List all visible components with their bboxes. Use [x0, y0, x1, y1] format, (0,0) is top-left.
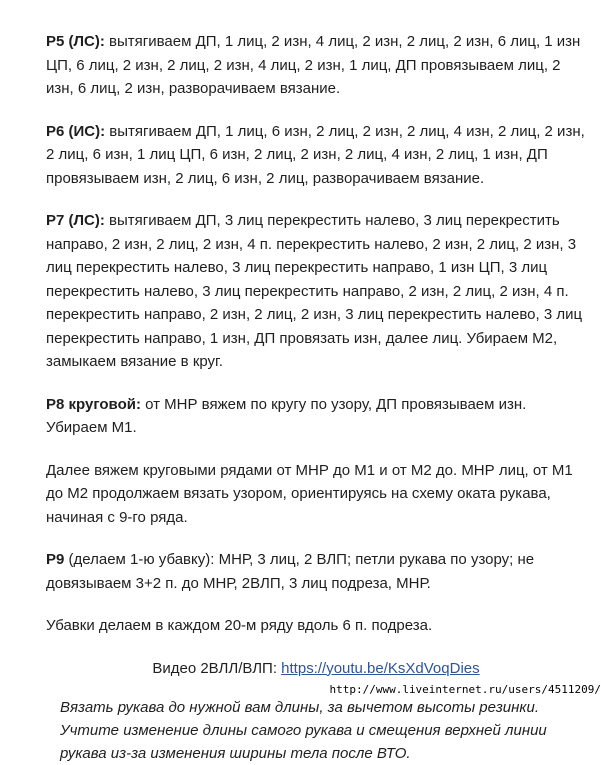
video-label: Видео 2ВЛЛ/ВЛП:: [152, 659, 282, 677]
row-9-text: (делаем 1-ю убавку): МНР, 3 лиц, 2 ВЛП; петли рукава по узору; не довязываем 3+2 п. до МНР, 2ВЛП, 3 лиц подреза, МНР.: [46, 551, 535, 592]
video-link[interactable]: https://youtu.be/KsXdVoqDies: [281, 659, 480, 677]
decrease-paragraph: Убавки делаем в каждом 20-м ряду вдоль 6 п. подреза.: [46, 617, 433, 634]
row-9-paragraph: [46, 548, 586, 595]
note-line-1: Вязать рукава до нужной вам длины, за вычетом высоты резинки.: [60, 699, 539, 716]
row-6-label: Р6 (ИС):: [46, 122, 106, 140]
note-block: [60, 696, 580, 765]
circular-rows-paragraph: Далее вяжем круговыми рядами от МНР до М1 и от М2 до. МНР лиц, от М1 до М2 продолжаем вязать узором, ориентируясь на схему оката рукава, начиная с 9-го ряда.: [46, 461, 573, 526]
row-6-text: вытягиваем ДП, 1 лиц, 6 изн, 2 лиц, 2 изн, 2 лиц, 4 изн, 2 лиц, 2 изн, 2 лиц, 6 изн, 1 лиц ЦП, 6 изн, 2 лиц, 2 изн, 2 лиц, 4 изн, 2 лиц, 1 изн, ДП провязываем изн, 2 лиц, 6 изн, 2 лиц, разворачиваем вязание.: [46, 122, 585, 187]
row-8-paragraph: [46, 393, 586, 440]
row-5-text: вытягиваем ДП, 1 лиц, 2 изн, 4 лиц, 2 изн, 2 лиц, 2 изн, 6 лиц, 1 изн ЦП, 6 лиц, 2 изн, 2 лиц, 2 изн, 4 лиц, 2 изн, 1 лиц, ДП провязываем лиц, 2 изн, 6 лиц, 2 изн, разворачиваем вязание.: [46, 33, 581, 97]
row-8-text: от МНР вяжем по кругу по узору, ДП провязываем изн. Убираем М1.: [46, 395, 527, 436]
row-7-label: Р7 (ЛС):: [46, 212, 105, 229]
row-8-label: Р8 круговой:: [46, 395, 141, 413]
row-5-paragraph: [46, 30, 586, 101]
row-6-paragraph: [46, 120, 586, 191]
row-7-paragraph: [46, 209, 586, 374]
row-5-label: Р5 (ЛС):: [46, 33, 105, 50]
video-line: [46, 657, 586, 681]
row-9-label: Р9: [46, 551, 65, 568]
document-body: [46, 30, 586, 765]
note-line-3: рукава из-за изменения ширины тела после ВТО.: [60, 745, 411, 762]
watermark-url: http://www.liveinternet.ru/users/4511209/: [329, 683, 601, 696]
note-line-2: Учтите изменение длины самого рукава и смещения верхней линии: [60, 722, 547, 739]
row-7-text: вытягиваем ДП, 3 лиц перекрестить налево, 3 лиц перекрестить направо, 2 изн, 2 лиц, 2 изн, 4 п. перекрестить налево, 2 изн, 2 лиц, 2 изн, 3 лиц перекрестить налево, 3 лиц перекрестить направо, 1 изн ЦП, 3 лиц перекрестить налево, 3 лиц перекрестить направо, 2 изн, 2 лиц, 2 изн, 4 п. перекрестить направо, 2 изн, 2 лиц, 2 изн, 3 лиц перекрестить налево, 3 лиц перекрестить направо, 1 изн, ДП провязать изн, далее лиц. Убираем М2, замыкаем вязание в круг.: [46, 212, 583, 370]
